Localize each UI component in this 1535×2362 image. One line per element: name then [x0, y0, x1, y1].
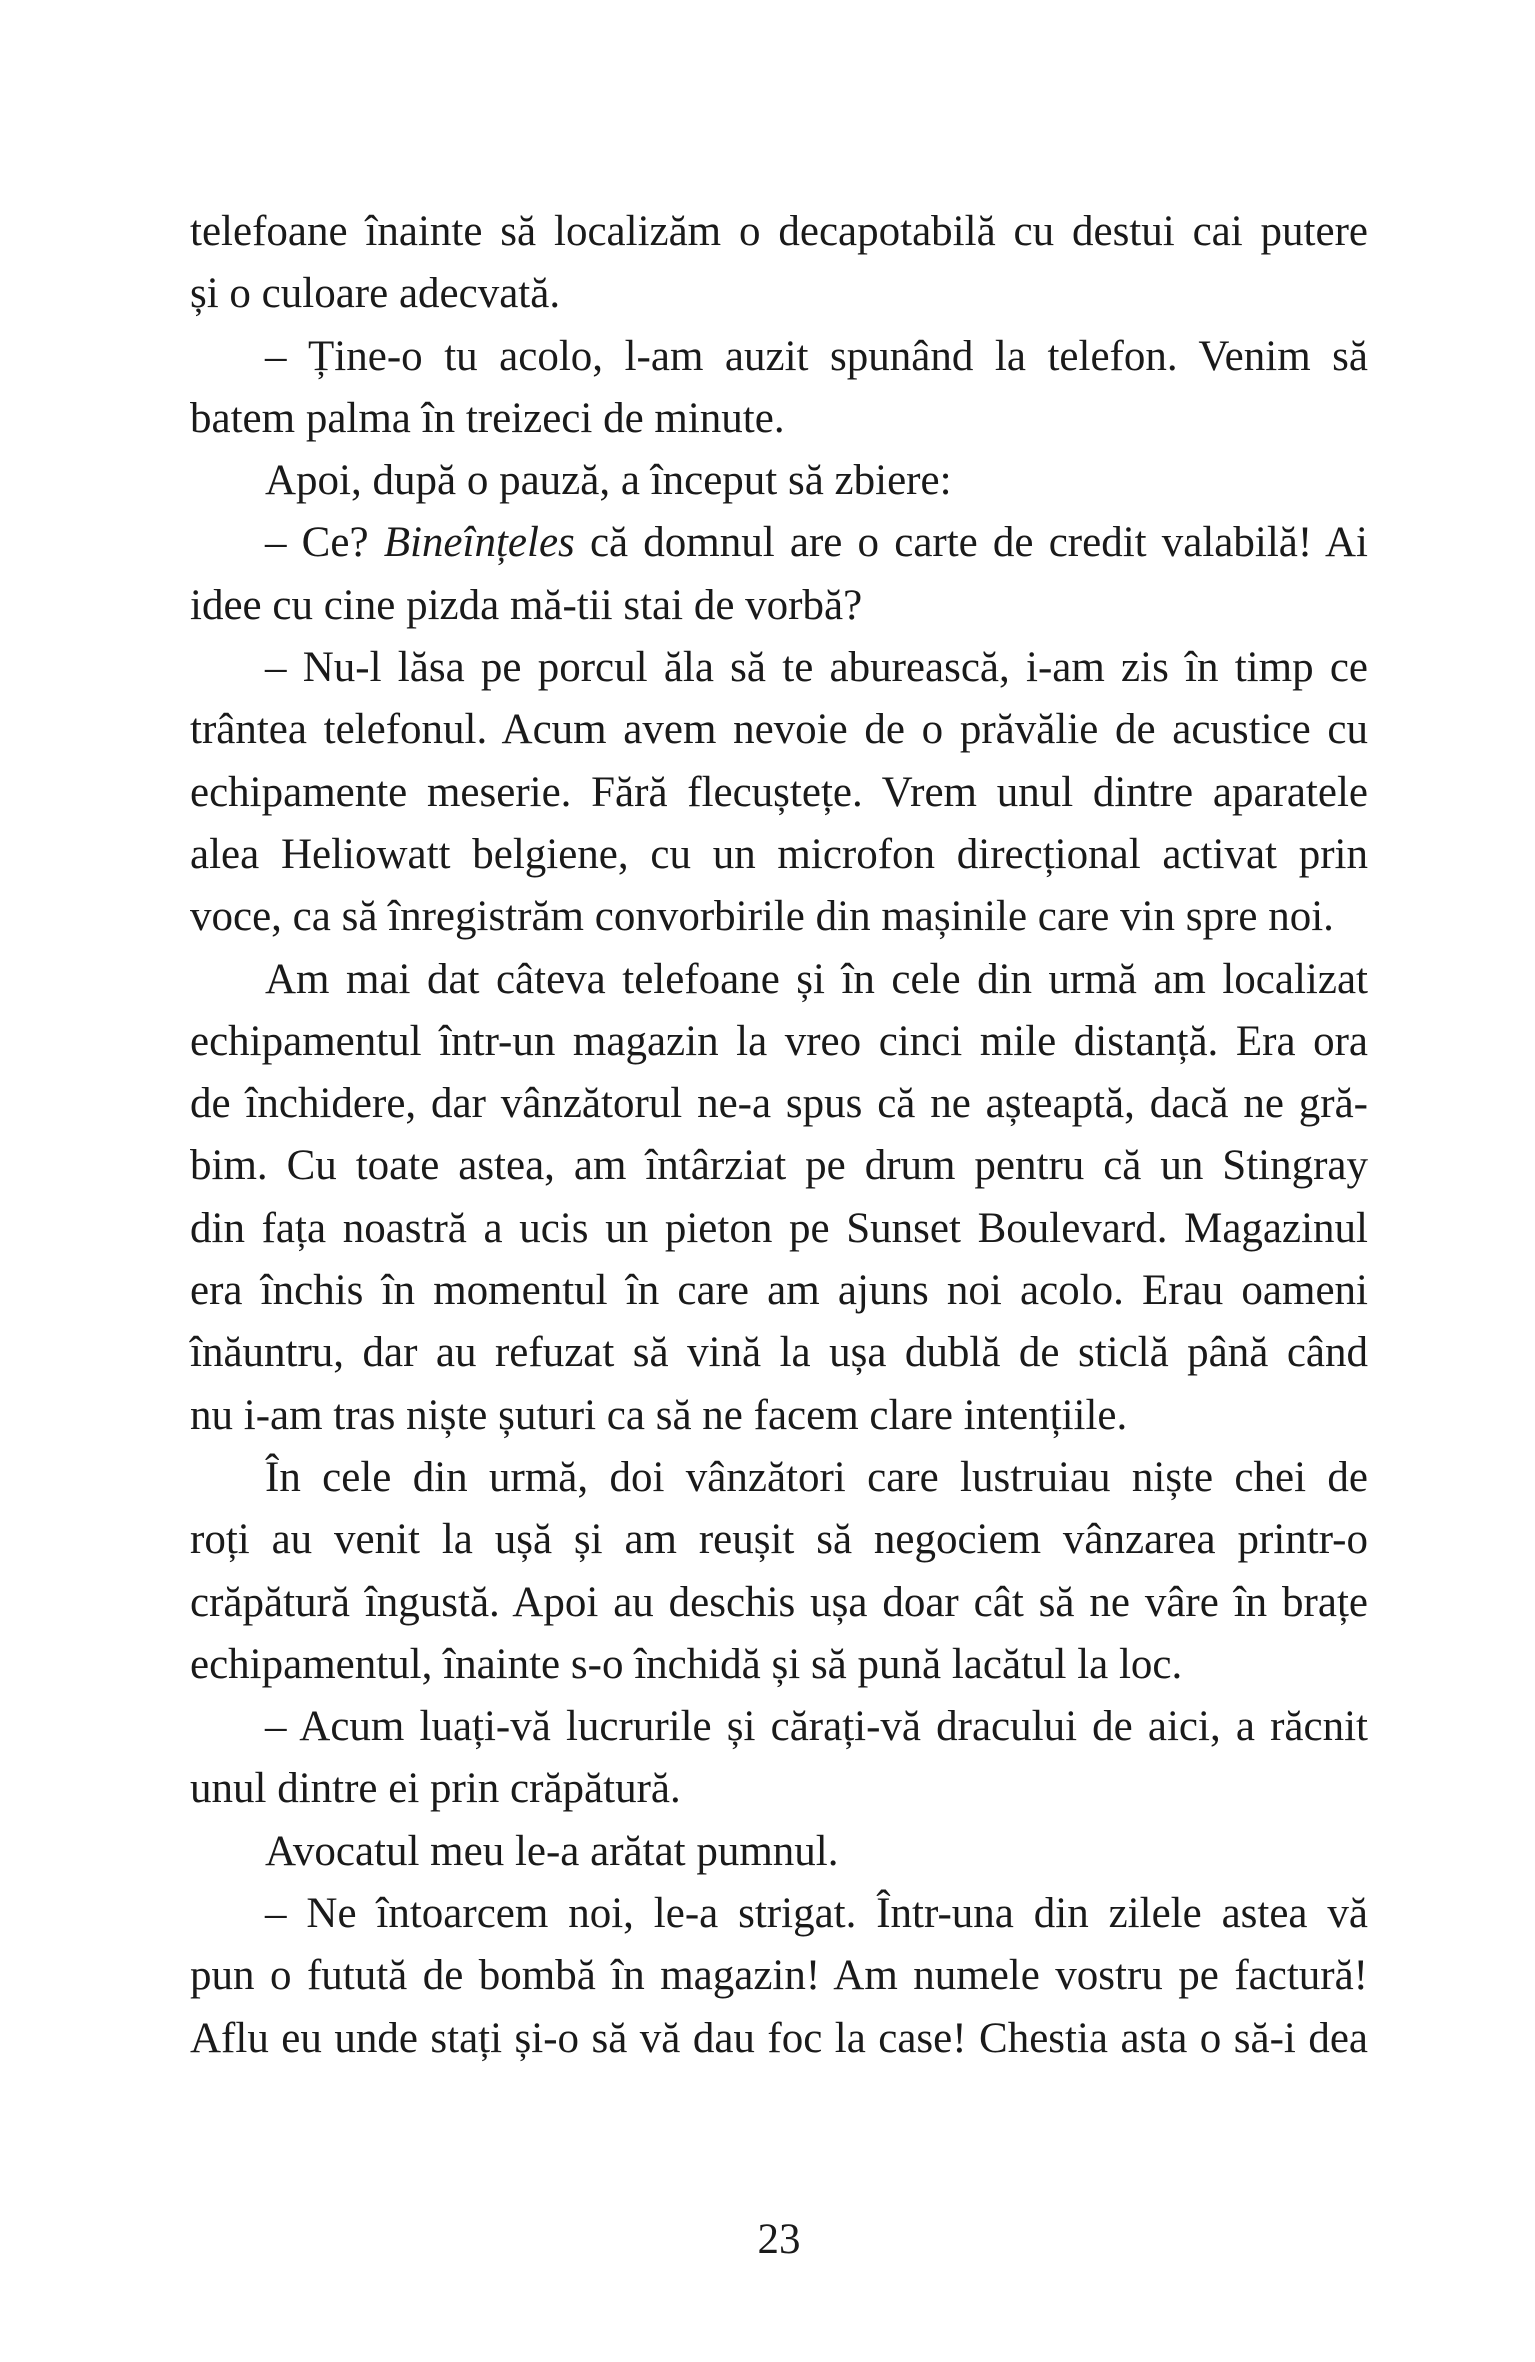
text-line [190, 1322, 1368, 1384]
text-segment: Apoi, după o pauză, a început să zbiere: [265, 457, 952, 505]
text-segment: Avocatul meu le-a arătat pumnul. [265, 1827, 839, 1875]
text-line [190, 263, 1368, 325]
text-line [190, 762, 1368, 824]
text-segment: trântea telefonul. Acum avem nevoie de o prăvălie de acustice cu [190, 706, 1368, 754]
text-line [190, 1821, 1368, 1883]
text-segment: echipamente meserie. Fără flecuștețe. Vrem unul dintre aparatele [190, 768, 1368, 816]
text-line [190, 326, 1368, 388]
text-segment: pun o futută de bombă în magazin! Am numele vostru pe factură! [190, 1952, 1368, 2000]
text-line [190, 1634, 1368, 1696]
text-line [190, 1135, 1368, 1197]
text-segment: din fața noastră a ucis un pieton pe Sunset Boulevard. Magazinul [190, 1204, 1368, 1252]
text-line [190, 1385, 1368, 1447]
text-line [190, 886, 1368, 948]
text-line [190, 1883, 1368, 1945]
text-segment: roți au venit la ușă și am reușit să negociem vânzarea printr-o [190, 1516, 1368, 1564]
text-line [190, 512, 1368, 574]
text-line [190, 699, 1368, 761]
text-line [190, 1572, 1368, 1634]
text-segment: – Nu-l lăsa pe porcul ăla să te aburească, i-am zis în timp ce [265, 644, 1368, 692]
text-segment: era închis în momentul în care am ajuns noi acolo. Erau oameni [190, 1267, 1368, 1315]
text-segment: unul dintre ei prin crăpătură. [190, 1765, 681, 1813]
text-segment: nu i-am tras niște șuturi ca să ne facem clare intențiile. [190, 1391, 1128, 1439]
text-segment: idee cu cine pizda mă-tii stai de vorbă? [190, 581, 863, 629]
text-segment: telefoane înainte să localizăm o decapotabilă cu destui cai putere [190, 208, 1368, 255]
text-line [190, 450, 1368, 512]
text-line [190, 1198, 1368, 1260]
text-line [190, 1758, 1368, 1820]
text-segment: de închidere, dar vânzătorul ne-a spus că ne așteaptă, dacă ne gră- [190, 1080, 1368, 1128]
text-segment: Am mai dat câteva telefoane și în cele din urmă am localizat [265, 955, 1368, 1003]
text-block [190, 201, 1368, 2070]
text-segment: bim. Cu toate astea, am întârziat pe drum pentru că un Stingray [190, 1142, 1368, 1190]
text-segment: voce, ca să înregistrăm convorbirile din mașinile care vin spre noi. [190, 893, 1334, 941]
text-segment: alea Heliowatt belgiene, cu un microfon direcțional activat prin [190, 830, 1368, 878]
text-segment: – Ne întoarcem noi, le-a strigat. Într-una din zilele astea vă [265, 1890, 1368, 1938]
text-segment: că domnul are o carte de credit valabilă! Ai [574, 519, 1368, 567]
text-segment: crăpătură îngustă. Apoi au deschis ușa doar cât să ne vâre în brațe [190, 1578, 1368, 1626]
text-segment: – Acum luați-vă lucrurile și cărați-vă dracului de aici, a răcnit [265, 1703, 1368, 1751]
text-line [190, 201, 1368, 263]
text-segment: batem palma în treizeci de minute. [190, 394, 785, 442]
text-segment: înăuntru, dar au refuzat să vină la ușa dublă de sticlă până când [190, 1329, 1368, 1377]
text-line [190, 1945, 1368, 2007]
text-line [190, 1447, 1368, 1509]
text-segment: – Ține-o tu acolo, l-am auzit spunând la telefon. Venim să [265, 332, 1368, 380]
text-segment: În cele din urmă, doi vânzători care lustruiau niște chei de [265, 1453, 1368, 1501]
text-segment: – Ce? [265, 519, 384, 567]
text-line [190, 949, 1368, 1011]
text-segment: echipamentul într-un magazin la vreo cinci mile distanță. Era ora [190, 1017, 1368, 1065]
text-line [190, 575, 1368, 637]
text-line [190, 388, 1368, 450]
italic-text: Bineînțeles [383, 519, 575, 567]
text-line [190, 1073, 1368, 1135]
text-segment: Aflu eu unde stați și-o să vă dau foc la case! Chestia asta o să-i dea [190, 2014, 1368, 2062]
text-line [190, 2008, 1368, 2070]
text-line [190, 637, 1368, 699]
text-line [190, 824, 1368, 886]
text-line [190, 1696, 1368, 1758]
text-segment: echipamentul, înainte s-o închidă și să pună lacătul la loc. [190, 1640, 1183, 1688]
text-line [190, 1260, 1368, 1322]
text-line [190, 1509, 1368, 1571]
text-segment: și o culoare adecvată. [190, 270, 561, 318]
page-number: 23 [757, 2216, 801, 2263]
text-line [190, 1011, 1368, 1073]
